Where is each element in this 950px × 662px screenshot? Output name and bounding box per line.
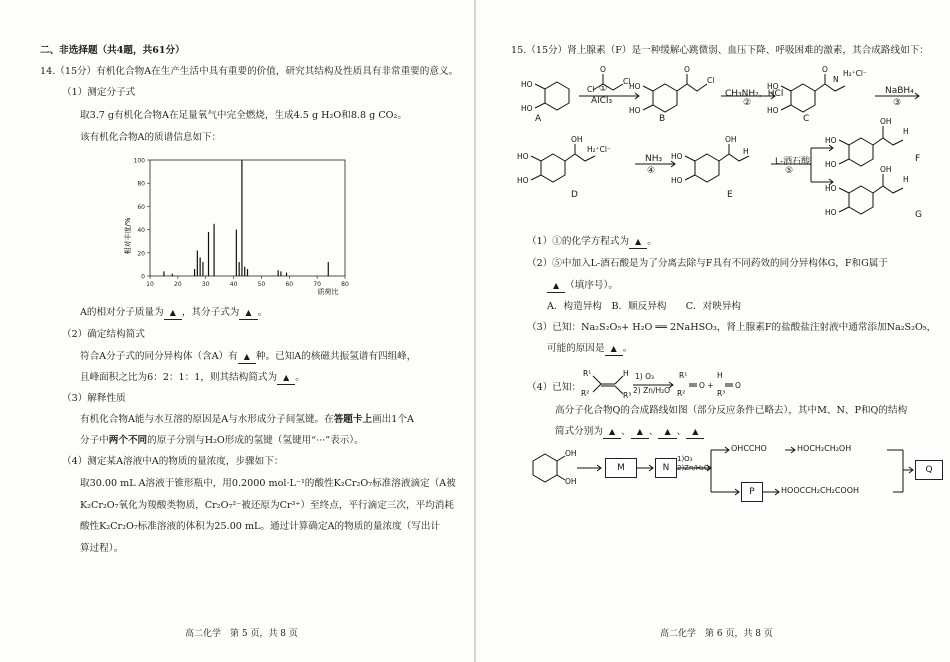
y-tick-label: 100 (133, 157, 145, 165)
q14-mw-prompt: A的相对分子质量为 (80, 307, 164, 318)
svg-text:HO: HO (629, 106, 641, 115)
phenol-ring (533, 454, 557, 482)
box-P: P (741, 482, 763, 502)
svg-text:HO: HO (671, 176, 683, 185)
q15-part3-text: （3）已知：Na₂S₂O₅+ H₂O ══ 2NaHSO₃，肾上腺素F的盐酸盐注射液中通常添加Na₂S₂O₅， (527, 322, 937, 333)
reagent-step1: AlCl₃ (591, 96, 613, 106)
answer-blank-N[interactable]: ▲ (631, 426, 649, 439)
label-D: D (571, 190, 578, 200)
svg-text:HO: HO (671, 152, 683, 161)
answer-blank-Q[interactable]: ▲ (686, 426, 704, 439)
svg-text:O: O (684, 65, 690, 74)
box-N: N (655, 458, 677, 478)
answer-blank-P[interactable]: ▲ (658, 426, 676, 439)
answer-blank-eq1[interactable]: ▲ (629, 236, 647, 249)
svg-text:Cl: Cl (623, 77, 631, 86)
product-glyoxal: OHCCHO (731, 444, 767, 453)
step-2-number: ② (743, 98, 752, 108)
svg-text:H: H (903, 127, 909, 136)
label-G: G (915, 210, 922, 220)
x-tick-label: 10 (146, 281, 154, 288)
q14-part4-text4: 算过程）。 (80, 543, 124, 554)
q14-part3-text2: 分子中两个不同的原子分别与H₂O形成的氢键（氢键用“···”表示）。 (80, 435, 364, 446)
q15-part2-options: A．构造异构 B．顺反异构 C．对映异构 (547, 301, 742, 312)
svg-text:HO: HO (517, 176, 529, 185)
q14-part2-text2: 且峰面积之比为6：2：1：1，则其结构简式为 ▲ 。 (80, 372, 305, 383)
reagent-step5: L-酒石酸 (775, 157, 811, 167)
ozonolysis-cond-2: 2) Zn/H₂O (633, 386, 671, 395)
x-tick-label: 80 (341, 281, 349, 288)
answer-blank-isomers[interactable]: ▲ (238, 351, 256, 364)
svg-text:H₂⁺Cl⁻: H₂⁺Cl⁻ (587, 145, 611, 154)
y-tick-label: 20 (137, 250, 145, 258)
molecule-E-ring (695, 154, 719, 182)
svg-text:Cl: Cl (587, 85, 595, 94)
reagent-step4: NH₃ (645, 154, 663, 164)
q15-part2-text: （2）⑤中加入L-酒石酸是为了分离去除与F具有不同药效的同分异构体G，F和G属于 (527, 258, 888, 269)
footer-page-5: 高二化学 第 5 页，共 8 页 (185, 629, 298, 639)
q14-part2-title: （2）确定结构简式 (62, 329, 145, 340)
svg-text:R²: R² (581, 389, 590, 398)
q14-part2-text1: 符合A分子式的同分异构体（含A）有 ▲ 种。已知A的核磁共振氢谱有四组峰， (80, 351, 417, 362)
svg-text:HO: HO (825, 208, 837, 217)
svg-text:H: H (743, 147, 749, 156)
step-5-number: ⑤ (785, 166, 794, 176)
q15-part4-known: （4）已知： (527, 382, 582, 393)
y-axis-label: 相对丰度/% (124, 217, 132, 255)
x-tick-label: 70 (313, 281, 321, 288)
q14-part3-title: （3）解释性质 (62, 393, 126, 404)
x-tick-label: 30 (201, 281, 210, 288)
svg-text:HO: HO (629, 82, 641, 91)
x-tick-label: 40 (229, 281, 238, 288)
answer-blank-reason[interactable]: ▲ (605, 343, 623, 356)
svg-text:O: O (600, 65, 606, 74)
answer-blank-mw[interactable]: ▲ (164, 307, 182, 320)
q14-part4-text1: 取30.00 mL A溶液于锥形瓶中，用0.2000 mol·L⁻¹的酸性K₂Cr₂O₇标准溶液滴定（A被 (80, 478, 456, 489)
y-tick-label: 0 (141, 273, 145, 281)
right-page (475, 0, 950, 662)
svg-text:R³: R³ (623, 391, 632, 400)
reagent-step2: CH₃NH₂，HCl (725, 89, 784, 99)
svg-text:O +: O + (699, 381, 714, 390)
svg-text:HO: HO (517, 152, 529, 161)
svg-text:OH: OH (880, 117, 892, 126)
svg-text:H: H (623, 369, 629, 378)
molecule-G-ring (849, 186, 873, 214)
q15-part1: （1）①的化学方程式为 ▲ 。 (527, 236, 657, 247)
svg-text:HO: HO (521, 80, 533, 89)
ozonolysis-cond-1: 1) O₃ (635, 372, 654, 381)
q15-intro: 15.（15分）肾上腺素（F）是一种缓解心跳微弱、血压下降、呼吸困难的激素，其合成路线如下： (511, 45, 929, 56)
x-axis-label: 质荷比 (317, 288, 339, 296)
q15-part4-text1: 高分子化合物Q的合成路线如图（部分反应条件已略去），其中M、N、P和Q的结构 (555, 405, 908, 416)
molecule-B-ring (653, 84, 677, 112)
label-E: E (727, 190, 733, 200)
synthesis-route (475, 60, 950, 230)
x-tick-label: 20 (174, 281, 182, 288)
answer-blank-M[interactable]: ▲ (603, 426, 621, 439)
svg-text:H: H (903, 175, 909, 184)
svg-text:R¹: R¹ (583, 369, 592, 378)
q14-part4-text3: 酸性K₂Cr₂O₇标准溶液的体积为25.00 mL。通过计算确定A的物质的量浓度（写出计 (80, 521, 441, 532)
svg-text:HO: HO (767, 82, 779, 91)
svg-text:OH: OH (571, 135, 583, 144)
q14-part1-text2: 该有机化合物A的质谱信息如下： (80, 132, 222, 143)
label-F: F (915, 154, 921, 164)
step-3-number: ③ (893, 98, 902, 108)
y-tick-label: 80 (137, 180, 145, 188)
polymer-route (515, 446, 945, 516)
section-title: 二、非选择题（共4题，共61分） (40, 45, 185, 56)
q15-part2-blank-line: ▲ （填序号）。 (547, 280, 618, 293)
molecule-F-ring (849, 138, 873, 166)
step-4-number: ④ (647, 166, 656, 176)
svg-text:H: H (717, 371, 723, 380)
svg-text:O: O (822, 65, 828, 74)
svg-text:R²: R² (677, 389, 686, 398)
label-C: C (803, 114, 810, 124)
q15-part3-reason: 可能的原因是 ▲ 。 (547, 343, 633, 354)
label-B: B (659, 114, 666, 124)
q14-part1-question: A的相对分子质量为 ▲ ，其分子式为 ▲ 。 (80, 307, 268, 318)
svg-text:HO: HO (521, 104, 533, 113)
molecule-D-ring (541, 154, 565, 182)
x-tick-label: 60 (285, 281, 294, 288)
svg-text:HO: HO (767, 106, 779, 115)
svg-text:N: N (833, 75, 839, 84)
mass-spectrum-chart (110, 148, 360, 298)
svg-text:OH: OH (565, 477, 577, 486)
molecule-C-ring (791, 84, 815, 112)
svg-text:R¹: R¹ (679, 371, 688, 380)
q14-formula-prompt: ，其分子式为 (181, 307, 240, 318)
q14-part1-title: （1）测定分子式 (62, 87, 136, 98)
q15-part4-text2: 简式分别为 ▲ 、 ▲ 、 ▲ 、 ▲ (555, 426, 704, 439)
route-condition: 1)O₃ 2)Zn/H₂O (677, 455, 710, 472)
q14-intro: 14.（15分）有机化合物A在生产生活中具有重要的价值，研究其结构及性质具有非常重要的意义。 (40, 66, 459, 77)
reagent-step3: NaBH₄ (885, 86, 914, 96)
svg-text:O: O (735, 381, 741, 390)
ozonolysis-scheme (575, 366, 755, 402)
svg-text:H₂⁺Cl⁻: H₂⁺Cl⁻ (843, 69, 867, 78)
q14-part4-text2: K₂Cr₂O₇氧化为羧酸类物质，Cr₂O₇²⁻被还原为Cr³⁺）至终点，平行滴定三次，平均消耗 (80, 500, 454, 511)
box-Q: Q (915, 460, 943, 480)
q14-part1-text1: 取3.7 g有机化合物A在足量氧气中完全燃烧，生成4.5 g H₂O和8.8 g CO₂。 (80, 110, 407, 121)
step-1-number: ① (599, 84, 608, 94)
svg-text:HO: HO (825, 136, 837, 145)
svg-text:Cl: Cl (707, 76, 715, 85)
q14-part4-title: （4）测定某A溶液中A的物质的量浓度，步骤如下： (62, 456, 284, 467)
x-tick-label: 50 (257, 281, 266, 288)
label-A: A (535, 114, 542, 124)
answer-blank-formula[interactable]: ▲ (239, 307, 257, 320)
product-succinic-acid: HOOCCH₂CH₂COOH (781, 486, 860, 495)
svg-text:HO: HO (825, 160, 837, 169)
footer-page-6: 高二化学 第 6 页，共 8 页 (660, 629, 773, 639)
y-tick-label: 60 (137, 203, 145, 211)
svg-text:HO: HO (825, 184, 837, 193)
plot-frame (150, 160, 345, 276)
answer-blank-structure[interactable]: ▲ (277, 372, 295, 385)
svg-text:OH: OH (880, 165, 892, 174)
q14-part3-text1: 有机化合物A能与水互溶的原因是A与水形成分子间氢键。在答题卡上画出1个A (80, 414, 414, 425)
svg-text:R³: R³ (717, 389, 726, 398)
svg-text:OH: OH (725, 135, 737, 144)
answer-blank-isomer-type[interactable]: ▲ (547, 280, 565, 293)
box-M: M (605, 458, 637, 478)
y-tick-label: 40 (137, 227, 145, 235)
svg-text:OH: OH (565, 449, 577, 458)
molecule-A-ring (545, 82, 569, 110)
product-ethylene-glycol: HOCH₂CH₂OH (797, 444, 852, 453)
